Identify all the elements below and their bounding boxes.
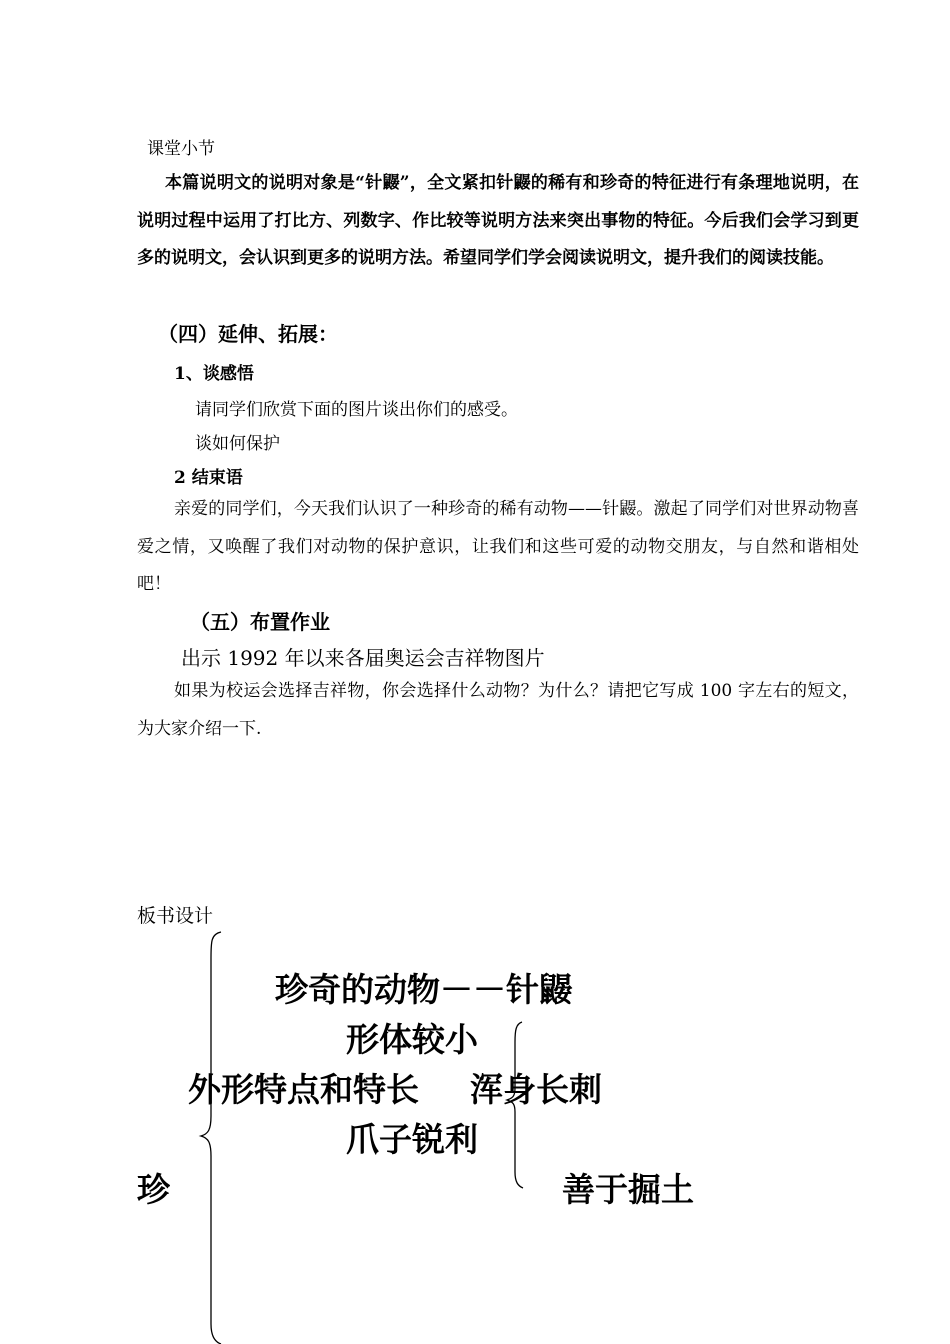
board-heading: 板书设计 [137, 905, 214, 927]
board-title: 珍奇的动物－－针鼹 [275, 970, 572, 1009]
closing-paragraph: 亲爱的同学们，今天我们认识了一种珍奇的稀有动物——针鼹。激起了同学们对世界动物喜爱之情，又唤醒了我们对动物的保护意识，让我们和这些可爱的动物交朋友，与自然和谐相处吧！ [137, 499, 859, 594]
board-feature-4: 善于掘土 [562, 1170, 694, 1209]
extension-item1-line2: 谈如何保护 [195, 434, 280, 454]
homework-paragraph: 如果为校运会选择吉祥物，你会选择什么动物？为什么？请把它写成 100 字左右的短文，为大家介绍一下. [137, 681, 859, 739]
board-category: 外形特点和特长 [188, 1070, 419, 1109]
homework-heading: （五）布置作业 [190, 610, 330, 634]
extension-heading: （四）延伸、拓展： [158, 322, 338, 346]
board-left-char: 珍 [137, 1170, 170, 1209]
summary-paragraph: 本篇说明文的说明对象是“针鼹”，全文紧扣针鼹的稀有和珍奇的特征进行有条理地说明，在说明过程中运用了打比方、列数字、作比较等说明方法来突出事物的特征。今后我们会学习到更多的说明文，会认识到更多的说明方法。希望同学们学会阅读说明文，提升我们的阅读技能。 [137, 173, 859, 268]
board-feature-1: 形体较小 [346, 1020, 478, 1059]
extension-item1-line1: 请同学们欣赏下面的图片谈出你们的感受。 [195, 400, 518, 420]
summary-heading: 课堂小节 [147, 139, 215, 159]
extension-item2-title: 2 结束语 [174, 468, 243, 488]
extension-item1-title: 1、谈感悟 [174, 364, 254, 384]
board-feature-3: 爪子锐利 [346, 1120, 478, 1159]
board-feature-2: 浑身长刺 [470, 1070, 602, 1109]
homework-line1: 出示 1992 年以来各届奥运会吉祥物图片 [181, 646, 545, 670]
large-brace-icon [195, 928, 235, 1344]
